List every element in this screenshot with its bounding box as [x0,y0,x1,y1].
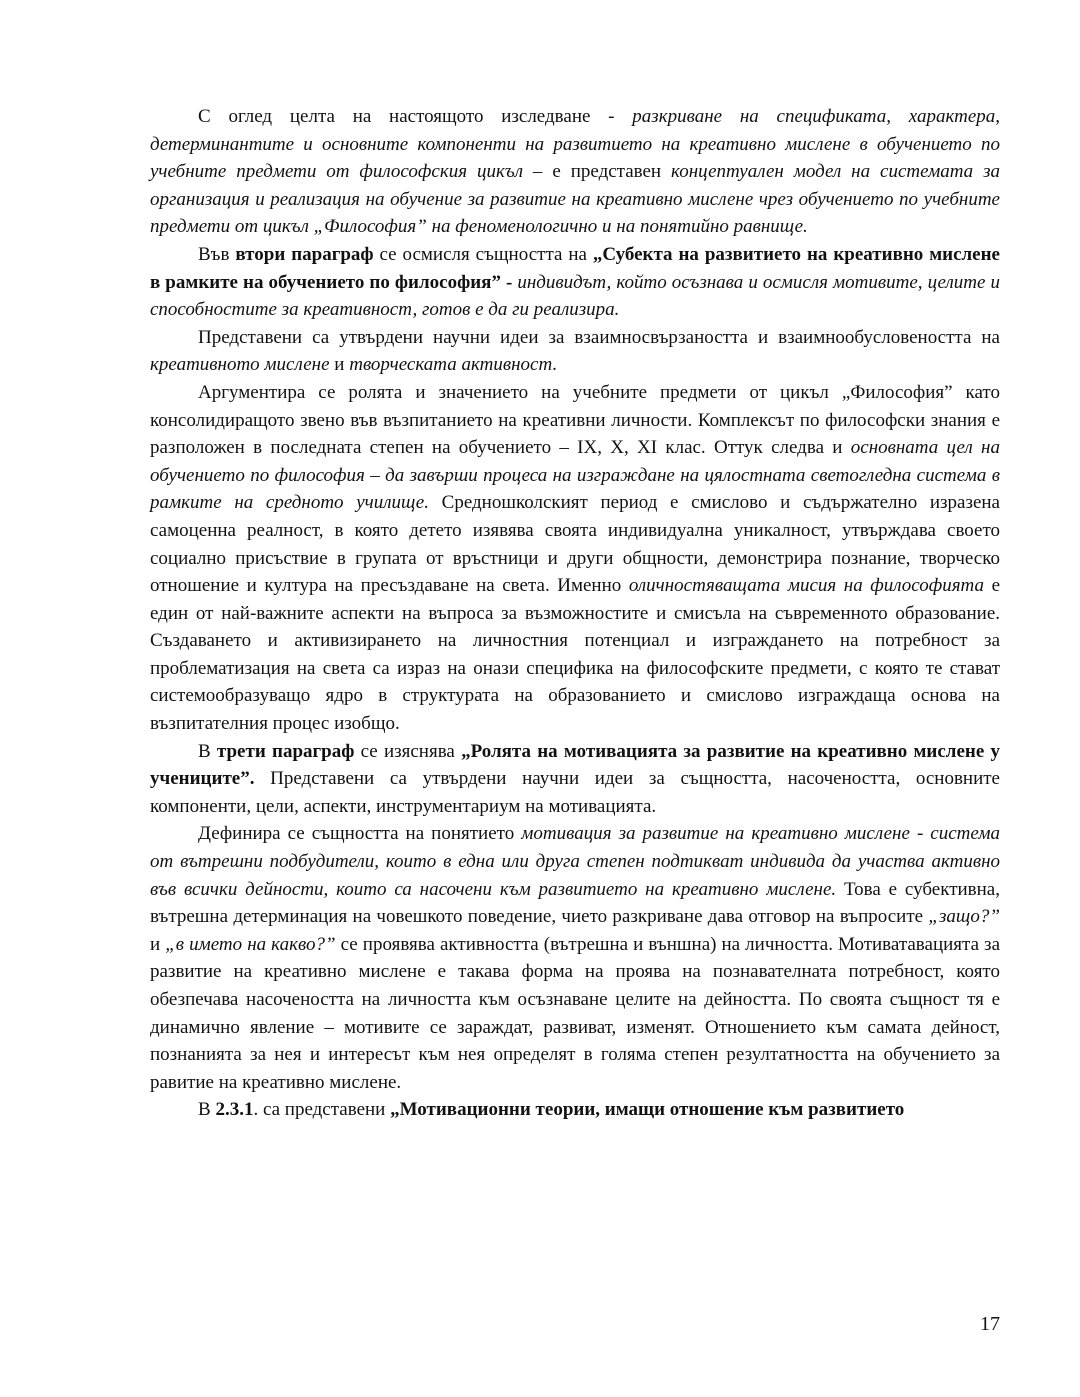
italic-text: „в името на какво?” [165,933,336,955]
bold-text: втори параграф [235,243,374,265]
text-run: Средношколският период е смислово и съдържателно изразена самоценна реалност, в която детето изявява своята индивидуална уникалност, утвърждава своето социално присъствие в групата от връстници и други общности, демонстрира познание, творческо отношение и култура на пресъздаване на света. Именно [150,492,1000,597]
bold-text: 2.3.1 [215,1099,254,1121]
paragraph [150,241,1000,324]
italic-text: основната цел на обучението по философия – да завърши процеса на изграждане на цялостната светогледна система в рамките на средното училище. [150,437,1000,514]
italic-text: индивидът, който осъзнава и осмисля мотивите, целите и способностите за креативност, готов е да ги реализира. [150,271,1000,321]
text-run: Това е субективна, вътрешна детерминация на човешкото поведение, чието разкриване дава отговор на въпросите [150,878,1000,928]
bold-text: „Субекта на развитието на креативно мислене в рамките на обучението по философия” - [150,243,1000,293]
paragraph [150,103,1000,241]
paragraph [150,820,1000,1096]
text-run: Във [198,243,236,265]
text-run: Дефинира се същността на понятието [198,823,522,845]
text-run: С оглед целта на настоящото изследване - [198,106,633,127]
text-run: – е представен [523,161,672,183]
text-run: . [552,354,557,376]
page-number: 17 [980,1313,1000,1335]
paragraph [150,324,1000,379]
text-run: се изяснява [354,740,462,762]
text-run: и [329,354,350,376]
text-run: се проявява активността (вътрешна и външна) на личността. Мотиватавацията за развитие на креативно мислене е такава форма на проява на познавателната потребност, която обезпечава насочеността на личността към осъзнаване целите на дейността. По своята същност тя е динамично явление – мотивите се зараждат, развиват, изменят. Отношението към самата дейност, познанията за нея и интересът към нея определят в голяма степен резултатността на обучението за равитие на креативно мислене. [150,933,1001,1093]
paragraph [150,1096,1000,1124]
italic-text: креативното мислене [150,354,330,376]
italic-text: „защо?” [928,906,1000,928]
text-run: се осмисля същността на [373,243,593,265]
bold-text: „Мотивационни теории, имащи отношение към развитието [390,1099,905,1121]
text-run: и [150,933,166,955]
italic-text: мотивация за развитие на креативно мислене - система от вътрешни подбудители, които в една или друга степен подтикват индивида да участва активно във всички дейности, които са насочени към развитието на креативно мислене. [150,823,1000,900]
italic-text: оличностяващата мисия на философията [628,575,984,597]
text-run: Представени са утвърдени научни идеи за взаимносвързаността и взаимнообусловеността на [198,326,1000,348]
paragraph [150,379,1000,738]
text-run: Представени са утвърдени научни идеи за същността, насочеността, основните компоненти, цели, аспекти, инструментариум на мотивацията. [150,768,1000,817]
body-text [150,103,1000,1124]
italic-text: концептуален модел на системата за организация и реализация на обучение за развитие на креативно мислене чрез обучението по учебните предмети от цикъл „Философия” на феноменологично и на понятийно равнище. [150,161,1000,238]
bold-text: „Ролята на мотивацията за развитие на креативно мислене у учениците”. [150,740,1001,790]
paragraph [150,738,1000,821]
italic-text: разкриване на спецификата, характера, детерминантите и основните компоненти на развитието на креативно мислене в обучението по учебните предмети от философския цикъл [150,106,1001,183]
bold-text: трети параграф [216,740,355,762]
text-run: В [198,1099,216,1121]
text-run: . са представени [253,1099,391,1121]
text-run: е един от най-важните аспекти на въпроса за възможностите и смисъла на съвременното образование. Създаването и активизирането на личностния потенциал и изграждането на потребност за проблематизация на света са израз на онази специфика на философските предмети, с която те стават системообразуващо ядро в структурата на образованието и смислово изграждаща основа на възпитателния процес изобщо. [150,575,1000,735]
text-run: В [198,740,217,762]
italic-text: творческата активност [349,354,553,376]
text-run: Аргументира се ролята и значението на учебните предмети от цикъл „Философия” като консолидиращото звено във възпитанието на креативни личности. Комплексът по философски знания е разположен в последната степен на обучението – IX, X, XI клас. Оттук следва и [150,381,1000,459]
